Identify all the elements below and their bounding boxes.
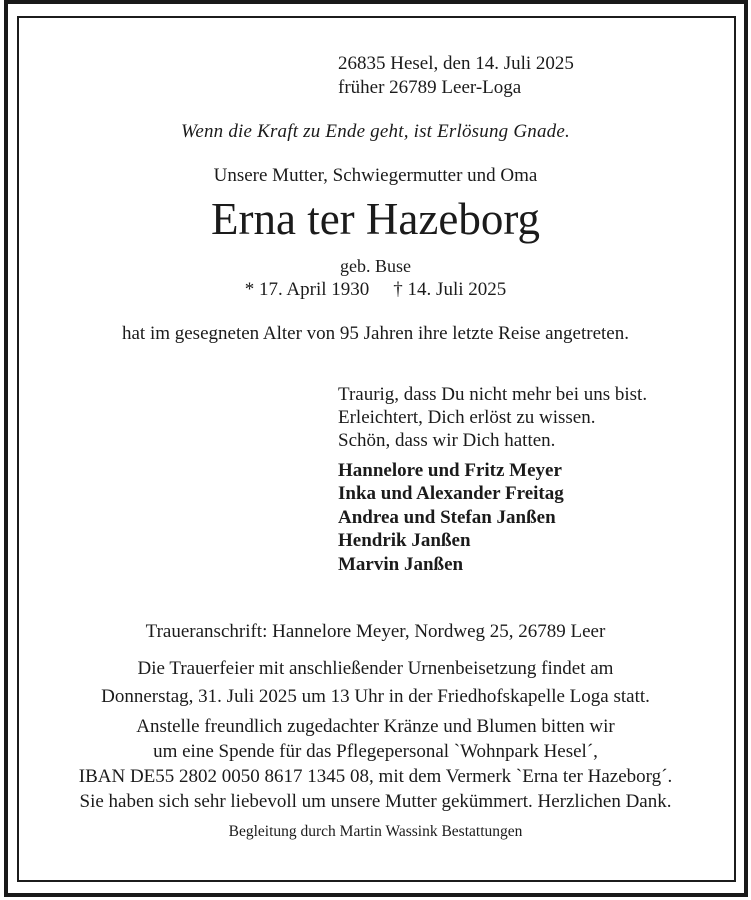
funeral-home-line: Begleitung durch Martin Wassink Bestattungen [228,823,523,840]
dateline-location-date: 26835 Hesel, den 14. Juli 2025 [338,53,574,74]
ceremony-line: Donnerstag, 31. Juli 2025 um 13 Uhr in der Friedhofskapelle Loga statt. [101,686,650,707]
relation-line: Unsere Mutter, Schwiegermutter und Oma [213,165,538,186]
mourner-name: Andrea und Stefan Janßen [338,506,556,528]
dateline-former-residence: früher 26789 Leer-Loga [338,77,522,98]
epigraph: Wenn die Kraft zu Ende geht, ist Erlösung Gnade. [181,121,570,142]
verse-line: Traurig, dass Du nicht mehr bei uns bist. [338,384,648,405]
condolence-address: Traueranschrift: Hannelore Meyer, Nordweg 25, 26789 Leer [145,621,606,642]
donation-line: IBAN DE55 2802 0050 8617 1345 08, mit dem Vermerk `Erna ter Hazeborg´. [78,766,673,787]
donation-line: um eine Spende für das Pflegepersonal `Wohnpark Hesel´, [153,741,598,762]
verse-line: Erleichtert, Dich erlöst zu wissen. [338,407,596,428]
donation-line: Sie haben sich sehr liebevoll um unsere Mutter gekümmert. Herzlichen Dank. [79,791,672,812]
mourner-name: Hendrik Janßen [338,530,471,552]
death-date: † 14. Juli 2025 [393,279,507,300]
ceremony-line: Die Trauerfeier mit anschließender Urnenbeisetzung findet am [137,658,614,679]
deceased-name: Erna ter Hazeborg [211,194,540,244]
dateline [338,52,574,100]
mourner-name: Hannelore und Fritz Meyer [338,460,562,481]
mourner-name: Marvin Janßen [338,553,464,575]
life-dates [0,279,751,301]
ceremony-info [0,655,751,711]
mourners-list [338,459,564,576]
donation-info [0,714,751,814]
donation-line: Anstelle freundlich zugedachter Kränze und Blumen bitten wir [136,716,615,737]
announcement-line: hat im gesegneten Alter von 95 Jahren ihre letzte Reise angetreten. [121,323,629,344]
verse [338,383,647,452]
birth-date: * 17. April 1930 [244,279,370,300]
maiden-name: geb. Buse [340,256,411,276]
mourner-name: Inka und Alexander Freitag [338,483,564,505]
verse-line: Schön, dass wir Dich hatten. [338,430,556,451]
